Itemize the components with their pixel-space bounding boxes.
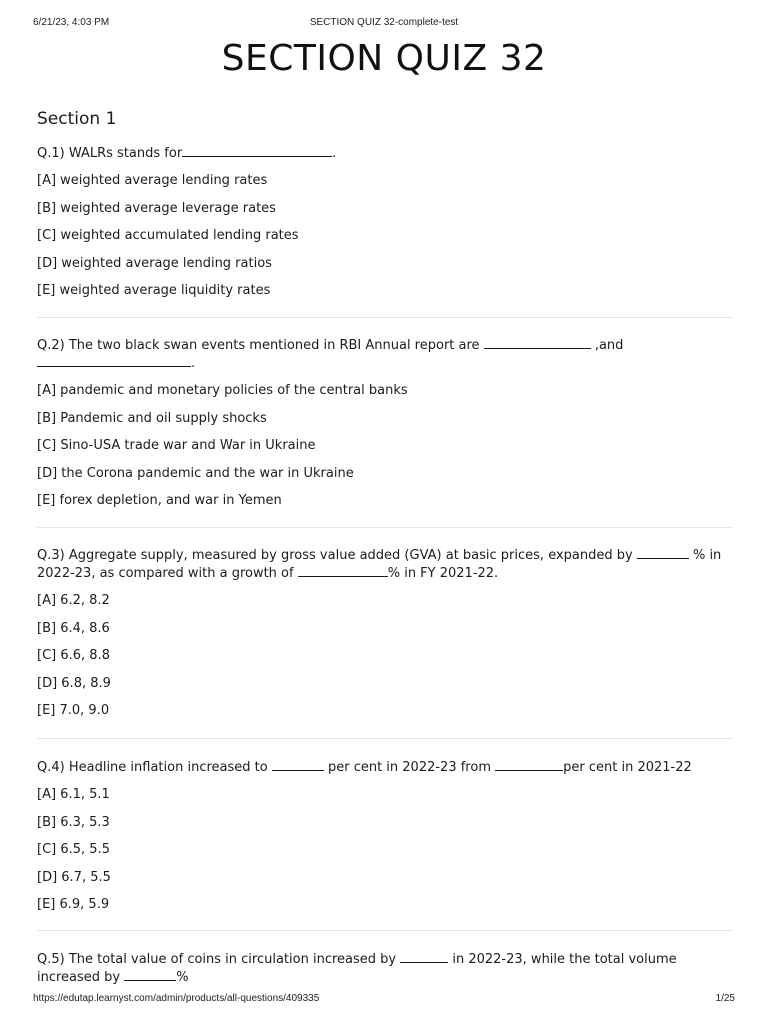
option-item: [B] 6.3, 5.3: [37, 814, 110, 830]
answer-blank: [637, 546, 689, 559]
question-stem: Q.4) Headline inflation increased to per cent in 2022-23 from per cent in 2021-22: [37, 760, 692, 775]
option-item: [E] 7.0, 9.0: [37, 703, 110, 718]
option-item: [B] weighted average leverage rates: [37, 200, 276, 216]
question-stem: Q.3) Aggregate supply, measured by gross value added (GVA) at basic prices, expanded by % in 2022-23, as compared with a growth of % in FY 2021-22.: [37, 548, 722, 581]
answer-blank: [400, 950, 448, 963]
print-datetime: 6/21/23, 4:03 PM: [33, 17, 110, 28]
page-title: SECTION QUIZ 32: [221, 38, 547, 79]
answer-blank: [484, 336, 591, 349]
option-item: [C] 6.5, 5.5: [37, 842, 110, 857]
question-divider: [37, 930, 732, 931]
question-divider: [37, 527, 732, 528]
option-item: [A] weighted average lending rates: [37, 173, 268, 188]
option-item: [E] forex depletion, and war in Yemen: [37, 493, 282, 508]
question-block: [37, 546, 732, 719]
question-divider: [37, 317, 732, 318]
option-item: [B] 6.4, 8.6: [37, 620, 110, 636]
option-item: [D] 6.8, 8.9: [37, 675, 111, 691]
option-item: [E] 6.9, 5.9: [37, 897, 110, 912]
option-item: [A] 6.2, 8.2: [37, 593, 110, 608]
answer-blank: [272, 758, 324, 771]
option-item: [D] the Corona pandemic and the war in Ukraine: [37, 465, 354, 481]
question-stem: Q.2) The two black swan events mentioned in RBI Annual report are ,and .: [37, 338, 624, 371]
answer-blank: [298, 564, 388, 577]
option-item: [C] weighted accumulated lending rates: [37, 228, 299, 243]
source-url: https://edutap.learnyst.com/admin/products/all-questions/409335: [33, 993, 320, 1004]
option-item: [B] Pandemic and oil supply shocks: [37, 410, 267, 426]
page-number: 1/25: [715, 993, 735, 1004]
answer-blank: [124, 968, 176, 981]
option-item: [D] 6.7, 5.5: [37, 869, 111, 885]
option-item: [E] weighted average liquidity rates: [37, 283, 271, 298]
section-heading: Section 1: [37, 109, 117, 129]
question-divider: [37, 738, 732, 739]
question-block: [37, 950, 732, 996]
option-item: [C] Sino-USA trade war and War in Ukraine: [37, 438, 316, 453]
question-stem: Q.1) WALRs stands for .: [37, 146, 337, 161]
answer-blank: [182, 144, 332, 157]
option-item: [C] 6.6, 8.8: [37, 648, 110, 663]
option-item: [A] 6.1, 5.1: [37, 787, 110, 802]
print-doc-title: SECTION QUIZ 32-complete-test: [309, 17, 459, 28]
answer-blank: [495, 758, 563, 771]
question-block: [37, 336, 732, 509]
question-block: [37, 144, 732, 299]
question-block: [37, 758, 732, 913]
option-item: [D] weighted average lending ratios: [37, 255, 272, 271]
option-item: [A] pandemic and monetary policies of the central banks: [37, 383, 408, 398]
answer-blank: [37, 354, 191, 367]
question-stem: Q.5) The total value of coins in circulation increased by in 2022-23, while the total volume increased by %: [37, 952, 677, 985]
